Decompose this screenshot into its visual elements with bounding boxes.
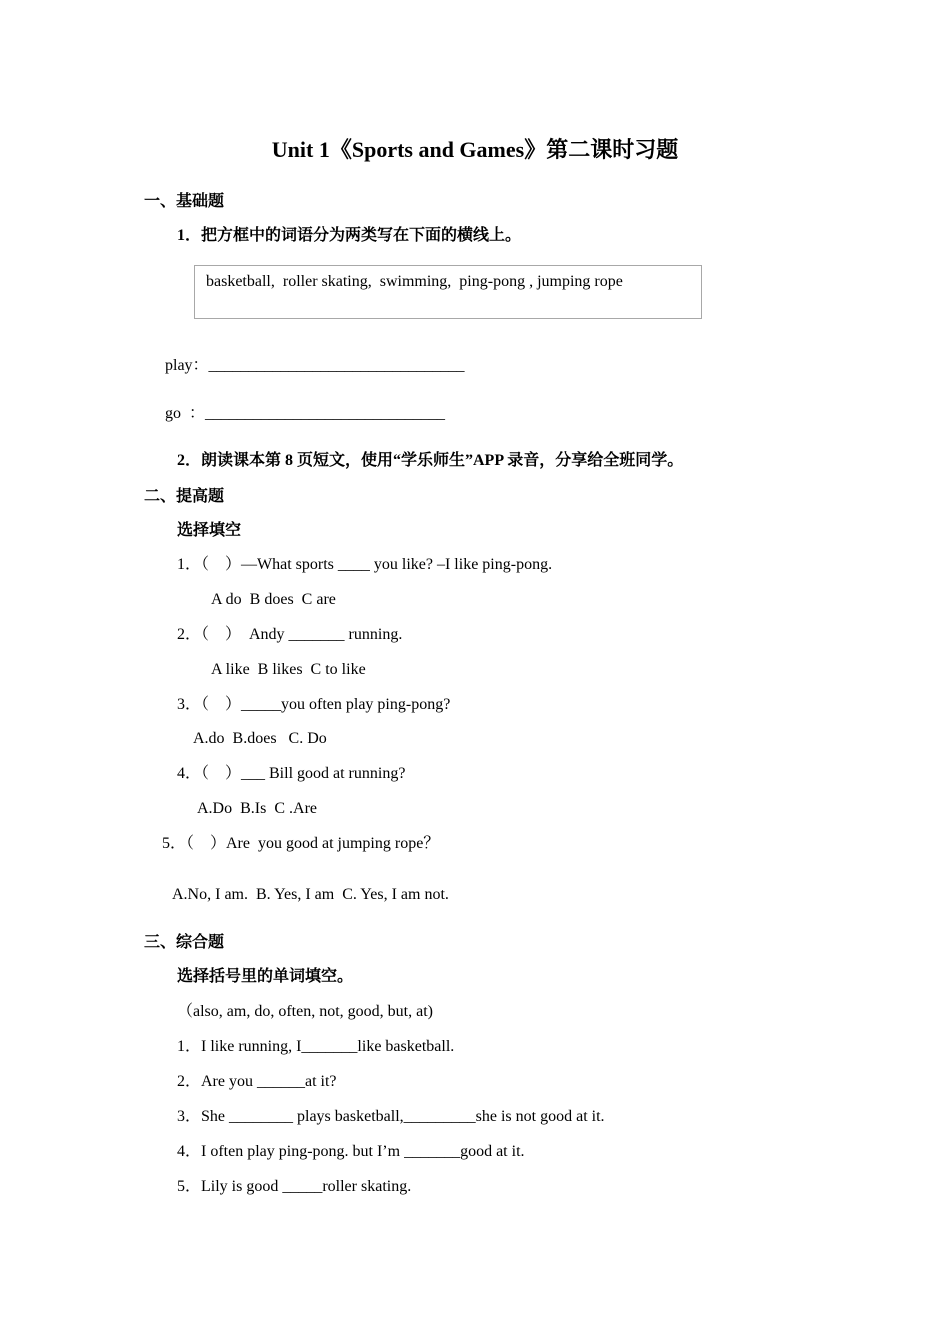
section-3-subheading: 选择括号里的单词填空。 xyxy=(177,968,354,985)
choice-question-options: A like B likes C to like xyxy=(211,661,366,678)
choice-question-stem: 3．（ ）_____you often play ping-pong? xyxy=(177,696,451,713)
choice-question-stem: 4．（ ）___ Bill good at running? xyxy=(177,765,406,782)
play-answer-line[interactable]: play：________________________________ xyxy=(165,357,465,374)
page-title: Unit 1《Sports and Games》第二课时习题 xyxy=(271,137,679,162)
word-choice-list: （also, am, do, often, not, good, but, at) xyxy=(177,1003,433,1020)
fill-blank-sentence: 4．I often play ping-pong. but I’m _______good at it. xyxy=(177,1143,525,1160)
section-1-q2-instruction: 2．朗读课本第 8 页短文，使用“学乐师生”APP 录音，分享给全班同学。 xyxy=(177,452,684,469)
fill-blank-sentence: 1．I like running, I_______like basketball. xyxy=(177,1038,455,1055)
word-box-text: basketball, roller skating, swimming, ping-pong , jumping rope xyxy=(206,273,623,290)
choice-question-options: A.Do B.Is C .Are xyxy=(197,800,317,817)
section-2-heading: 二、提高题 xyxy=(144,488,225,505)
section-2-subheading: 选择填空 xyxy=(177,522,242,539)
choice-question-stem: 1．（ ）—What sports ____ you like? –I like ping-pong. xyxy=(177,556,553,573)
fill-blank-sentence: 3．She ________ plays basketball,_________she is not good at it. xyxy=(177,1108,605,1125)
choice-question-stem: 5．（ ）Are you good at jumping rope？ xyxy=(162,835,440,852)
fill-blank-sentence: 2．Are you ______at it? xyxy=(177,1073,337,1090)
choice-question-options: A.do B.does C. Do xyxy=(193,730,327,747)
choice-question-stem: 2．（ ） Andy _______ running. xyxy=(177,626,403,643)
word-box xyxy=(194,265,702,319)
fill-blank-sentence: 5．Lily is good _____roller skating. xyxy=(177,1178,412,1195)
section-1-heading: 一、基础题 xyxy=(144,193,225,210)
section-1-q1-instruction: 1．把方框中的词语分为两类写在下面的横线上。 xyxy=(177,227,522,244)
section-3-heading: 三、综合题 xyxy=(144,934,225,951)
choice-question-options: A do B does C are xyxy=(211,591,336,608)
go-answer-line[interactable]: go ：______________________________ xyxy=(165,405,446,422)
choice-question-options: A.No, I am. B. Yes, I am C. Yes, I am not. xyxy=(172,886,449,903)
